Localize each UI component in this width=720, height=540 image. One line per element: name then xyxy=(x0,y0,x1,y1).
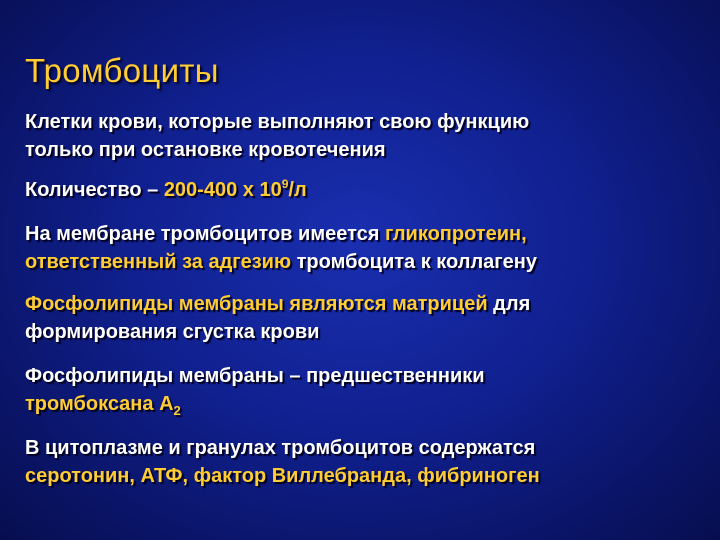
paragraph-count xyxy=(25,176,705,204)
p3-highlight-adhesion: ответственный за адгезию xyxy=(25,251,292,273)
p4-highlight: Фосфолипиды мембраны являются матрицей xyxy=(25,293,488,315)
p3-text-d: тромбоцита к коллагену xyxy=(291,251,537,273)
paragraph-cytoplasm xyxy=(25,434,705,490)
p3-highlight-glycoprotein: гликопротеин, xyxy=(384,223,527,245)
p6-highlight-contents: серотонин, АТФ, фактор Виллебранда, фибриноген xyxy=(25,465,540,487)
count-label: Количество – xyxy=(25,179,164,201)
p4-text-b: для xyxy=(487,293,531,315)
p5-highlight-thromboxane xyxy=(25,393,181,418)
count-exponent: 9 xyxy=(281,177,289,191)
p5-thromboxane-text: тромбоксана А xyxy=(25,393,174,415)
p1-line1: Клетки крови, которые выполняют свою функцию xyxy=(25,111,530,133)
p5-text-a: Фосфолипиды мембраны – предшественники xyxy=(25,365,485,387)
count-value xyxy=(164,179,307,201)
p4-text-c: формирования сгустка крови xyxy=(25,321,320,343)
p3-text-a: На мембране тромбоцитов имеется xyxy=(25,223,385,245)
paragraph-membrane xyxy=(25,220,705,276)
count-unit: /л xyxy=(288,179,307,201)
paragraph-phospholipids-matrix xyxy=(25,290,705,346)
p5-subscript: 2 xyxy=(173,403,181,418)
p1-line2: только при остановке кровотечения xyxy=(25,139,386,161)
count-number: 200-400 х 10 xyxy=(163,179,282,201)
paragraph-function xyxy=(25,108,705,164)
paragraph-phospholipids-precursor xyxy=(25,362,705,418)
p6-text-a: В цитоплазме и гранулах тромбоцитов содержатся xyxy=(25,437,536,459)
slide-title: Тромбоциты xyxy=(25,52,219,89)
